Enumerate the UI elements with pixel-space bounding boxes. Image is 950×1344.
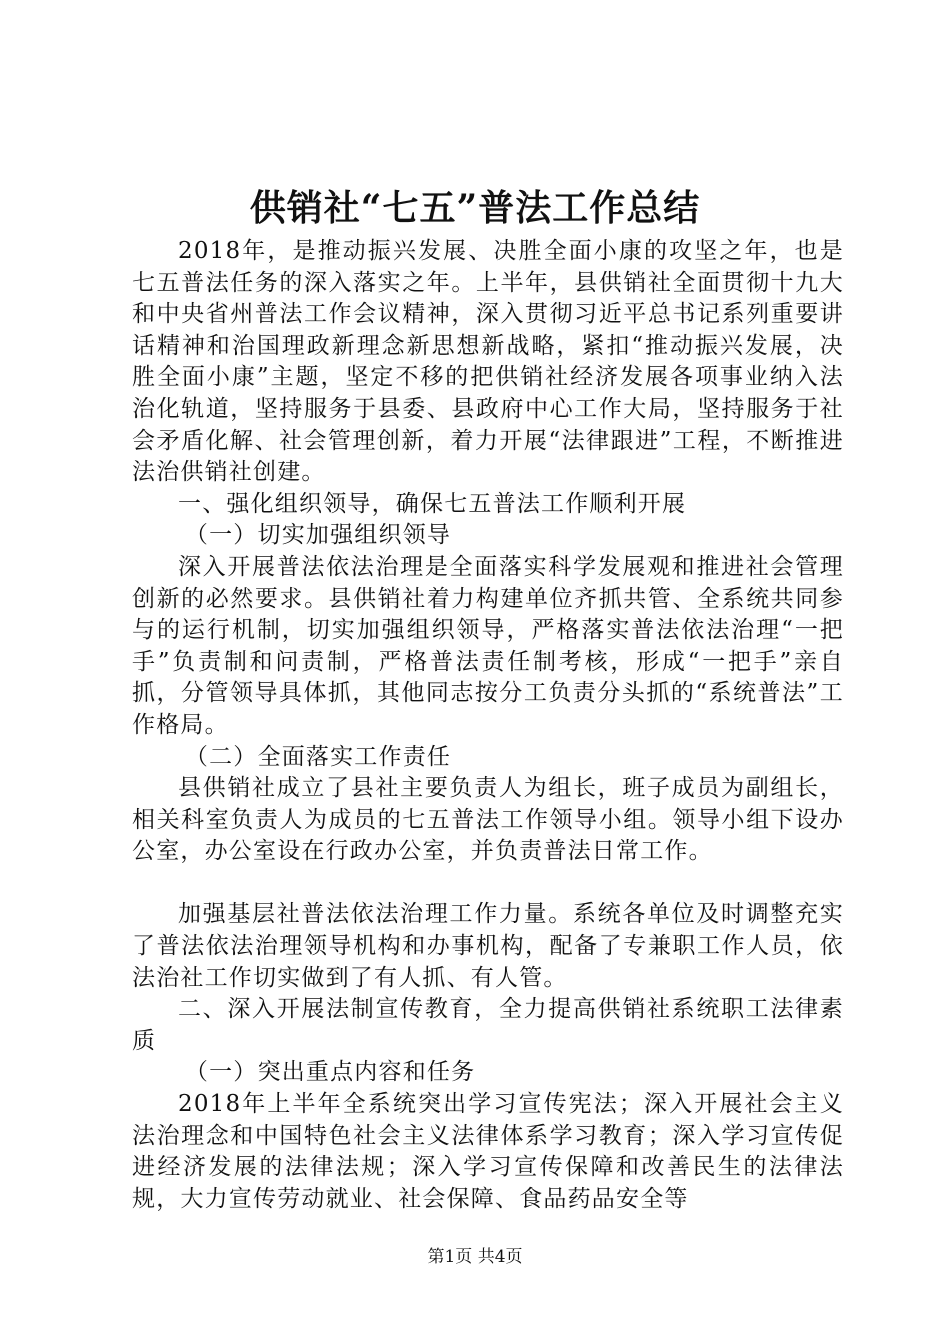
document-body xyxy=(132,236,844,1215)
subsection-heading-1-1: （一）切实加强组织领导 xyxy=(184,522,452,549)
page-footer: 第1页 共4页 xyxy=(427,1247,523,1267)
paragraph-intro: 2018年，是推动振兴发展、决胜全面小康的攻坚之年，也是七五普法任务的深入落实之年。上半年，县供销社全面贯彻十九大和中央省州普法工作会议精神，深入贯彻习近平总书记系列重要讲话精神和治国理政新理念新思想新战略，紧扣“推动振兴发展，决胜全面小康”主题，坚定不移的把供销社经济发展各项事业纳入法治化轨道，坚持服务于县委、县政府中心工作大局，坚持服务于社会矛盾化解、社会管理创新，着力开展“法律跟进”工程，不断推进法治供销社创建。 xyxy=(132,238,844,486)
paragraph-organization: 深入开展普法依法治理是全面落实科学发展观和推进社会管理创新的必然要求。县供销社着力构建单位齐抓共管、全系统共同参与的运行机制，切实加强组织领导，严格落实普法依法治理“一把手”负责制和问责制，严格普法责任制考核，形成“一把手”亲自抓，分管领导具体抓，其他同志按分工负责分头抓的“系统普法”工作格局。 xyxy=(132,553,844,738)
section-heading-1: 一、强化组织领导，确保七五普法工作顺利开展 xyxy=(178,490,687,517)
document-title: 供销社“七五”普法工作总结 xyxy=(249,187,701,229)
paragraph-grassroots: 加强基层社普法依法治理工作力量。系统各单位及时调整充实了普法依法治理领导机构和办事机构，配备了专兼职工作人员，依法治社工作切实做到了有人抓、有人管。 xyxy=(132,901,844,991)
subsection-heading-2-1: （一）突出重点内容和任务 xyxy=(184,1059,476,1086)
section-heading-2: 二、深入开展法制宣传教育，全力提高供销社系统职工法律素质 xyxy=(132,996,844,1054)
subsection-heading-1-2: （二）全面落实工作责任 xyxy=(184,743,452,770)
paragraph-leadership-group: 县供销社成立了县社主要负责人为组长，班子成员为副组长，相关科室负责人为成员的七五普法工作领导小组。领导小组下设办公室，办公室设在行政办公室，并负责普法日常工作。 xyxy=(132,775,844,865)
paragraph-key-content: 2018年上半年全系统突出学习宣传宪法；深入开展社会主义法治理念和中国特色社会主义法律体系学习教育；深入学习宣传促进经济发展的法律法规；深入学习宣传保障和改善民生的法律法规，大力宣传劳动就业、社会保障、食品药品安全等 xyxy=(132,1091,844,1212)
